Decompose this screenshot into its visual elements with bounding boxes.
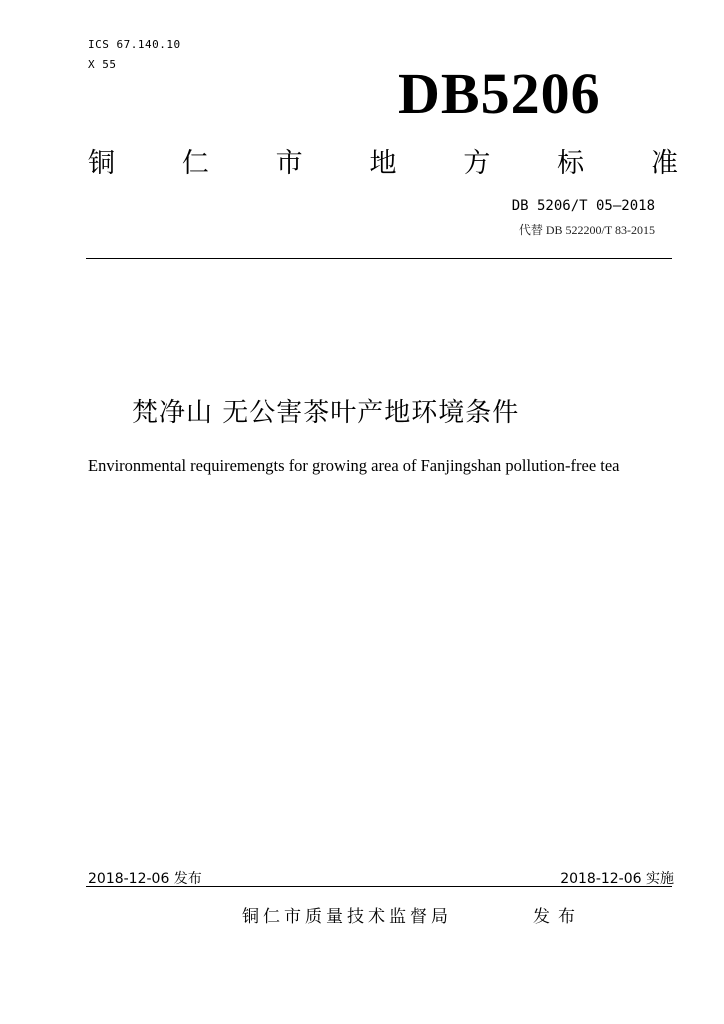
title-english: Environmental requiremengts for growing area of Fanjingshan pollution-free tea <box>88 456 620 475</box>
issue-date: 2018-12-06 发布 <box>88 871 202 887</box>
standard-type-char: 地 <box>369 147 397 179</box>
standard-type-char: 方 <box>463 147 491 179</box>
standard-type <box>88 140 678 180</box>
header-divider <box>86 258 672 259</box>
standard-type-char: 市 <box>275 147 303 179</box>
standard-code: DB 5206/T 05—2018 <box>511 198 655 214</box>
db-logo: DB5206 <box>398 61 601 126</box>
standard-type-char: 仁 <box>181 147 209 179</box>
issue-label: 发布 <box>533 907 583 927</box>
issuer: 铜仁市质量技术监督局 <box>242 907 452 927</box>
footer-divider <box>86 886 672 887</box>
title-chinese: 梵净山 无公害茶叶产地环境条件 <box>132 398 520 428</box>
replaces-code: 代替 DB 522200/T 83-2015 <box>518 223 655 237</box>
standard-type-char: 标 <box>557 147 585 179</box>
ics-code: ICS 67.140.10 <box>88 38 181 51</box>
standard-type-char: 准 <box>650 147 678 179</box>
implement-date: 2018-12-06 实施 <box>560 871 674 887</box>
ccs-code: X 55 <box>88 58 117 71</box>
standard-type-char: 铜 <box>88 147 115 179</box>
